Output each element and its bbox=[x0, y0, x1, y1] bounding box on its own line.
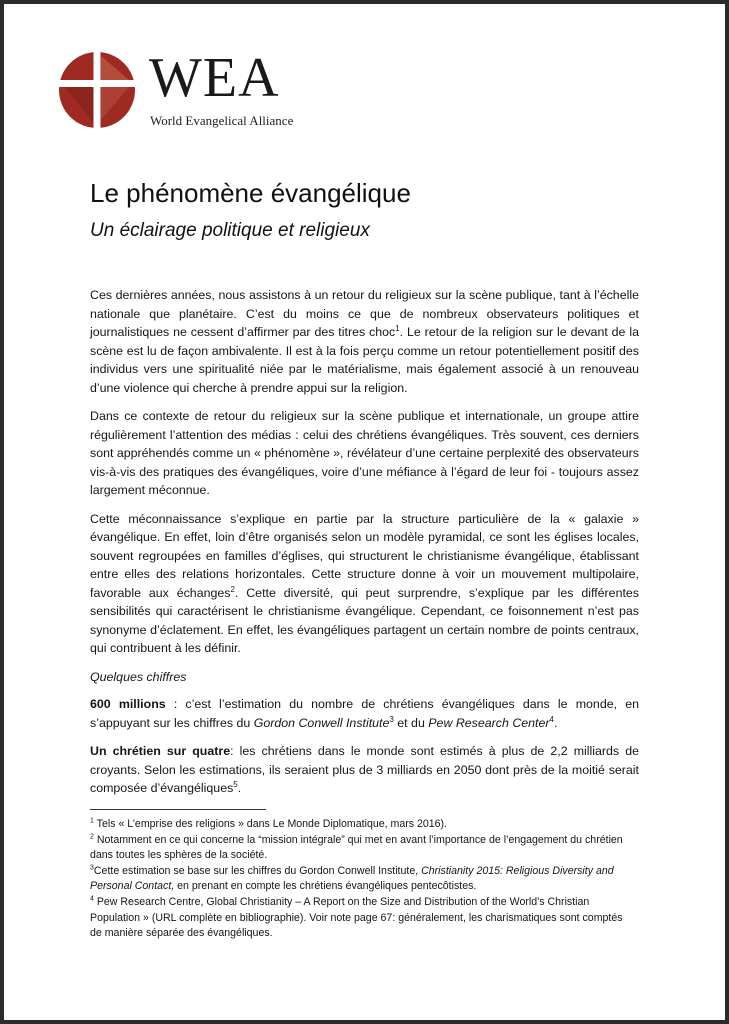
paragraph-3: Cette méconnaissance s’explique en partie par la structure particulière de la « galaxie » évangélique. En effet, loin d’être organisés selon un modèle pyramidal, ce sont les églises locales, souvent regroupées en familles d’églises, qui structurent le christianisme évangélique, établissant entre elles des relations horizontales. Cette structure donne à voir un mouvement multipolaire, favorable aux échanges$^2$. Cette diversité, qui peut surprendre, s’explique par les différentes sensibilités qui caractérisent le christianisme évangélique. Cependant, ce foisonnement n’est pas synonyme d’éclatement. En effet, les évangéliques partagent un certain nombre de points centraux, qui contribuent à les définir. bbox=[90, 511, 639, 655]
document-page bbox=[4, 4, 725, 1020]
footnote-ref-1[interactable]: 1 bbox=[395, 323, 400, 333]
footnote-separator bbox=[90, 809, 266, 810]
paragraph-1: Ces dernières années, nous assistons à un retour du religieux sur la scène publique, tant à l’échelle nationale que planétaire. C’est du moins ce que de nombreux observateurs politiques et journalistiques ne cessent d’affirmer par des titres choc$^1$. Le retour de la religion sur le devant de la scène est lu de façon ambivalente. Il est à la fois perçu comme un retour potentiellement positif des individus vers une spiritualité niée par le matérialisme, mais également associé à un renouveau d’une violence qui cherche à prendre appui sur la religion. bbox=[90, 288, 639, 395]
logo-subtitle: World Evangelical Alliance bbox=[150, 113, 294, 128]
footnote-1: $^1$ Tels « L’emprise des religions » dans Le Monde Diplomatique, mars 2016). bbox=[90, 817, 448, 830]
cross-emblem-icon bbox=[57, 50, 137, 130]
logo-wordmark: WEA bbox=[149, 47, 280, 109]
document-title: Le phénomène évangélique bbox=[90, 178, 411, 208]
paragraph-2: Dans ce contexte de retour du religieux sur la scène publique et internationale, un groupe attire régulièrement l’attention des médias : celui des chrétiens évangéliques. Très souvent, ces derniers sont appréhendés comme un « phénomène », révélateur d’une certaine perplexité des observateurs vis-à-vis des pratiques des évangéliques, voire d’une méfiance à l’égard de leur foi - toujours assez largement méconnue. bbox=[90, 409, 639, 497]
footnote-ref-3[interactable]: 3 bbox=[389, 714, 394, 724]
footnote-ref-4[interactable]: 4 bbox=[549, 714, 554, 724]
footnote-ref-2[interactable]: 2 bbox=[230, 584, 235, 594]
footnote-3: $^3$Cette estimation se base sur les chiffres du Gordon Conwell Institute, Christianity 2015: Religious Diversity and Personal Contact, en prenant en compte les chrétiens évangéliques pentecôtistes. bbox=[90, 864, 614, 893]
footnote-2: $^2$ Notamment en ce qui concerne la “mission intégrale” qui met en avant l’importance de l’engagement du chrétien dans toutes les sphères de la société. bbox=[90, 833, 623, 862]
document-subtitle: Un éclairage politique et religieux bbox=[90, 220, 370, 241]
wea-logo bbox=[57, 47, 317, 134]
paragraph-5: Un chrétien sur quatre: les chrétiens dans le monde sont estimés à plus de 2,2 milliards de croyants. Selon les estimations, ils seraient plus de 3 milliards en 2050 dont près de la moitié serait composée d’évangéliques$^5$. bbox=[90, 744, 639, 795]
paragraph-4: 600 millions : c’est l’estimation du nombre de chrétiens évangéliques dans le monde, en s’appuyant sur les chiffres du Gordon Conwell Institute$^3$ et du Pew Research Center$^4$. bbox=[90, 697, 639, 730]
footnote-4: $^4$ Pew Research Centre, Global Christianity – A Report on the Size and Distribution of the World’s Christian Population » (URL complète en bibliographie). Voir note page 67: généralement, les charismatiques sont comptés de manière séparée des évangéliques. bbox=[90, 895, 623, 940]
footnotes bbox=[90, 817, 635, 942]
document-body bbox=[90, 286, 639, 808]
footnote-ref-5[interactable]: 5 bbox=[233, 779, 238, 789]
section-heading: Quelques chiffres bbox=[90, 669, 187, 684]
